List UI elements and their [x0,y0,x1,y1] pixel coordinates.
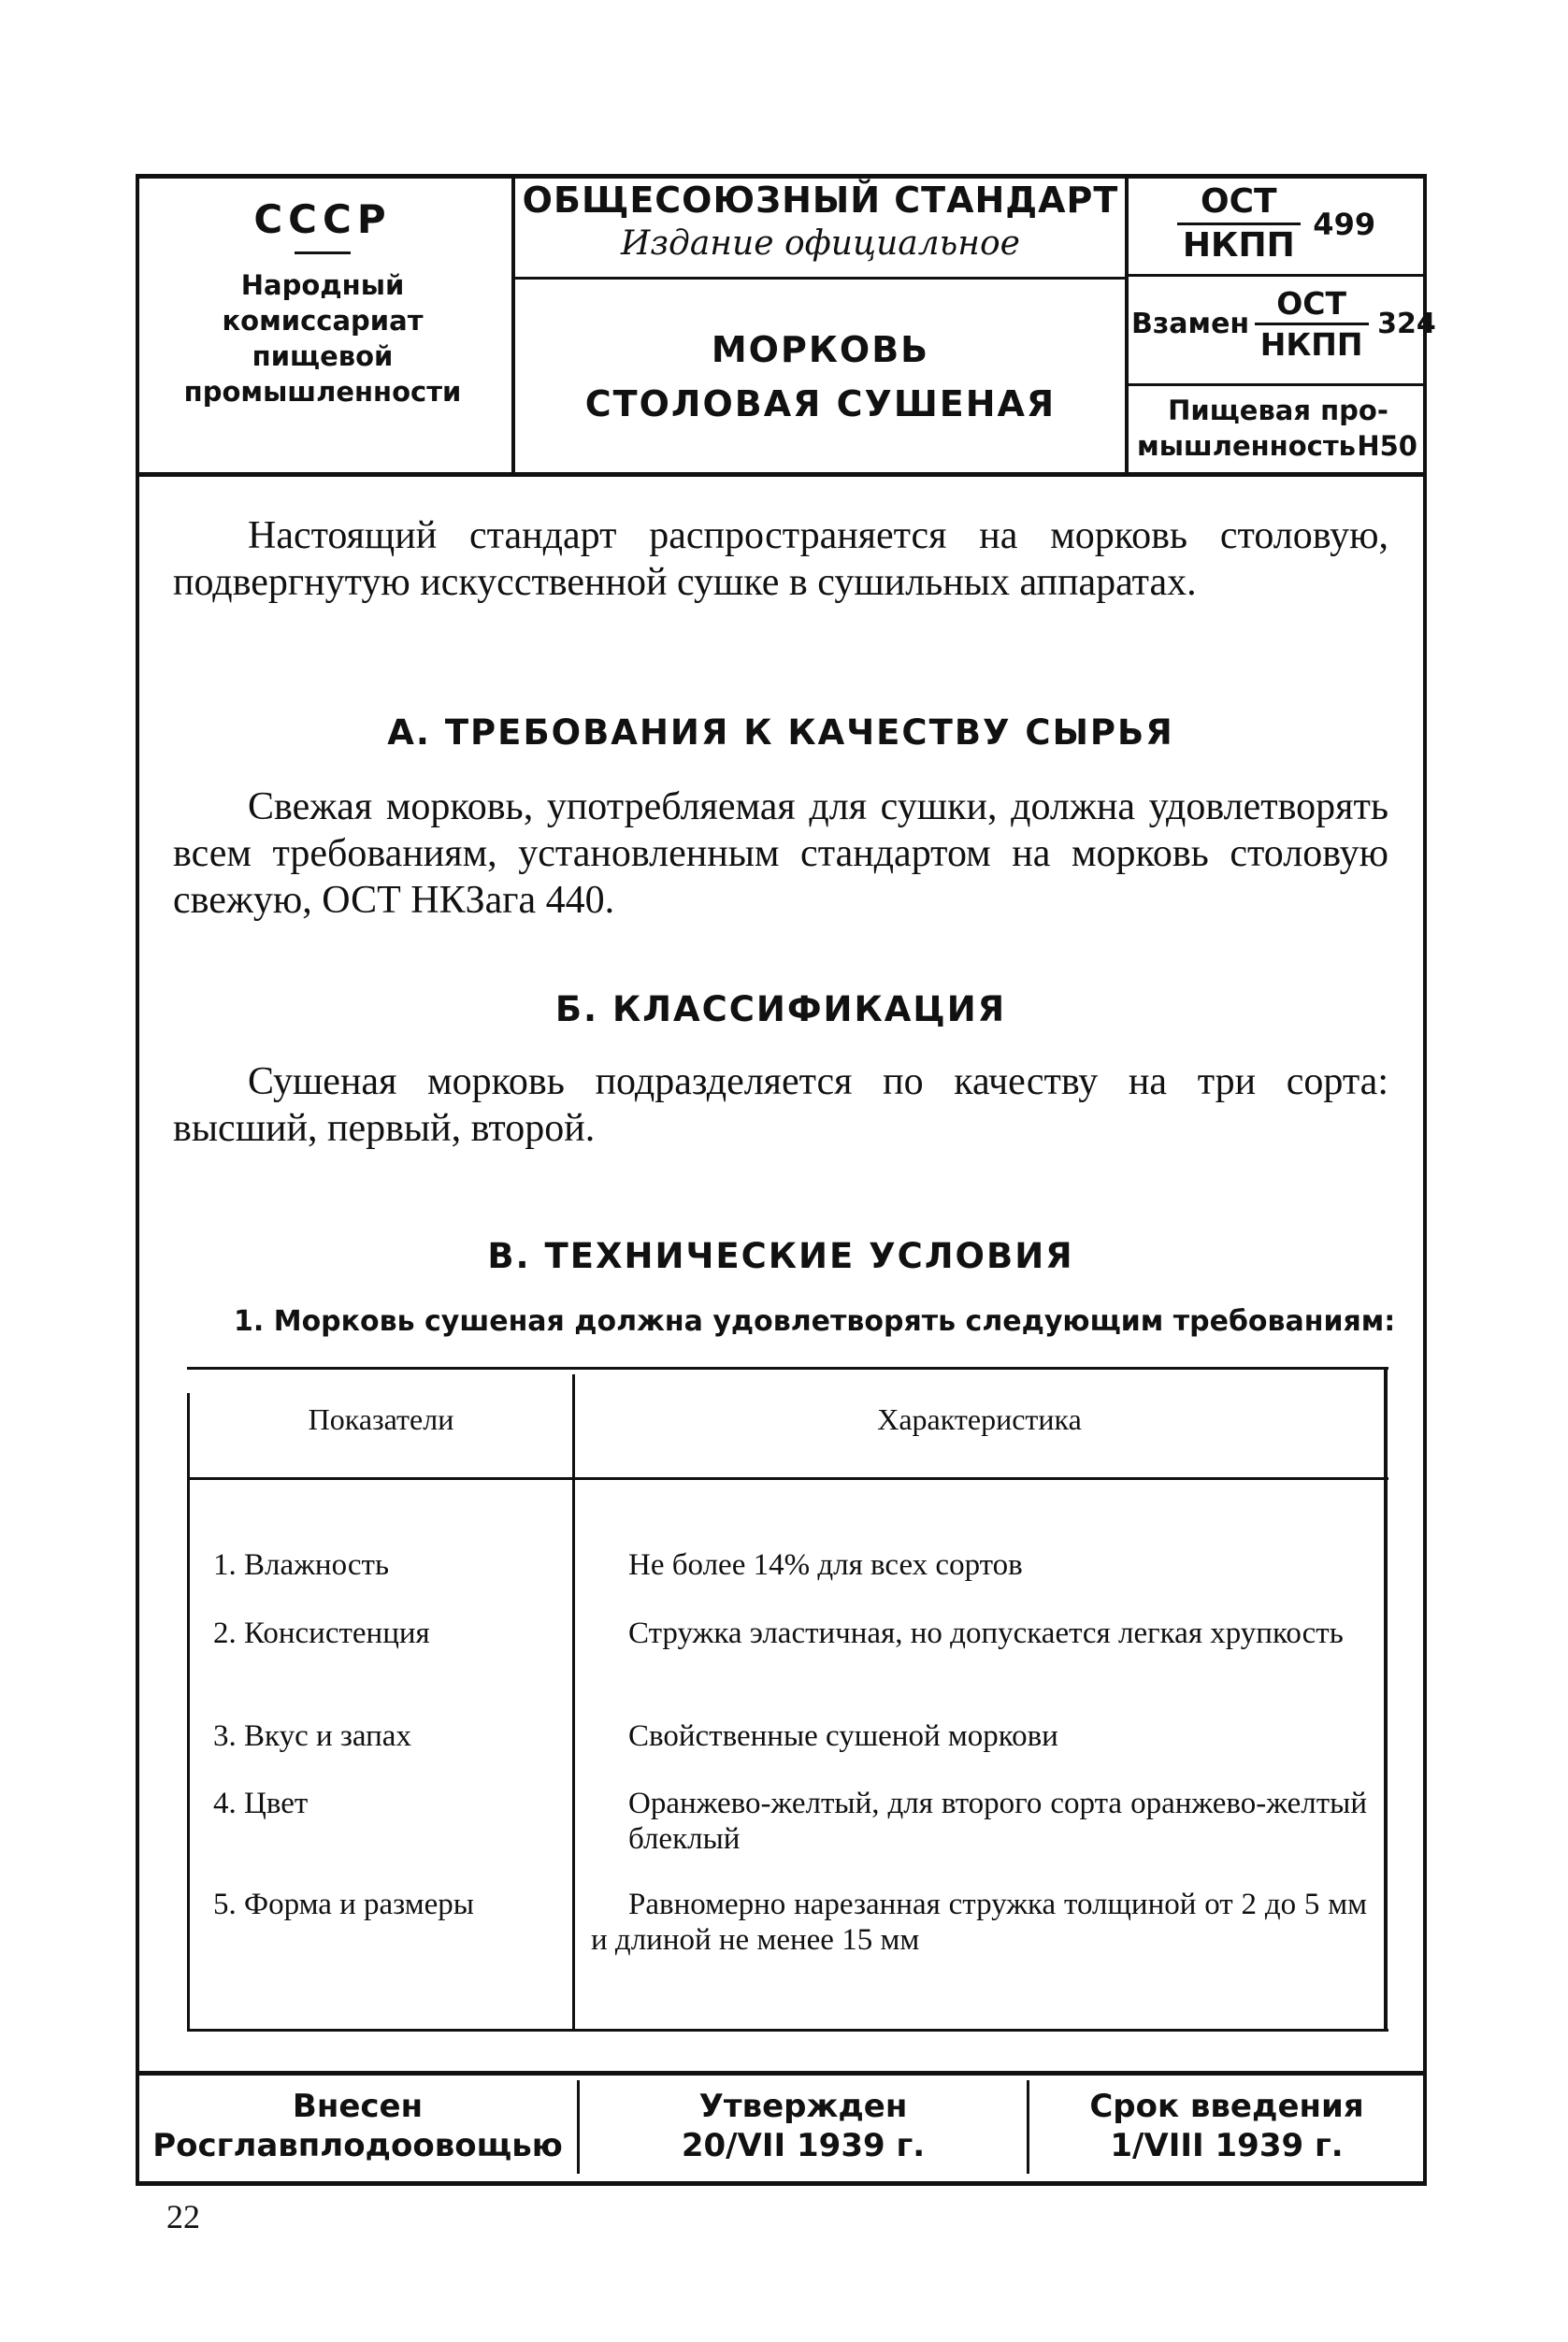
table-bottom-rule [187,2029,1388,2032]
category-line-1: Пищевая про- [1168,395,1388,426]
table-right-border [1384,1367,1388,2031]
table-row-1-param: 1. Влажность [213,1548,390,1582]
replaces-number: 324 [1377,308,1436,340]
footer-submitted-label: Внесен [292,2088,424,2125]
table-row-4-param: 4. Цвет [213,1787,309,1820]
ost-top: ОСТ [1201,182,1277,221]
section-a-text: Свежая морковь, употребляемая для сушки, должна удовлетворять всем требованиям, установленным стандартом на морковь столовую свежую, ОСТ НКЗага 440. [173,785,1388,922]
footer-effective-label: Срок введения [1089,2088,1364,2125]
issuer-block [140,196,505,409]
section-b-text: Сушеная морковь подразделяется по качеству на три сорта: высший, первый, второй. [173,1060,1388,1150]
footer-bottom-rule [136,2181,1427,2186]
table-row-3-param: 3. Вкус и запах [213,1719,411,1753]
table-header-value: Характеристика [877,1402,1082,1436]
category-code: Н50 [1357,430,1417,462]
footer-approved-value: 20/VII 1939 г. [681,2127,926,2164]
header-mid-rule [513,277,1127,280]
table-row-2-param: 2. Консистенция [213,1616,430,1650]
page-number: 22 [166,2198,200,2235]
product-title-block [519,323,1122,431]
country-label: СССР [253,196,392,242]
header-divider-left [511,176,515,475]
footer-divider-right [1027,2080,1029,2174]
commissariat-line-2: комиссариат [222,305,424,337]
table-header-rule [187,1477,1388,1480]
header-bottom-rule [136,472,1427,477]
footer-approved [582,2087,1025,2165]
header-right-rule-1 [1127,274,1424,277]
footer-submitted [140,2087,575,2165]
ost-fraction [1177,182,1301,265]
country-underline [295,251,351,254]
ost-number: 499 [1313,206,1376,242]
header-right-rule-2 [1127,383,1424,386]
table-column-divider [572,1374,575,2031]
replaces-bottom: НКПП [1255,323,1369,360]
table-row-1-value: Не более 14% для всех сортов [628,1548,1023,1582]
commissariat-line-3: пищевой [252,340,394,372]
footer-divider-left [577,2080,580,2174]
standard-name: ОБЩЕСОЮЗНЫЙ СТАНДАРТ [522,180,1119,221]
replaces-block [1131,285,1436,363]
footer-approved-label: Утвержден [698,2088,908,2125]
section-c-title: В. ТЕХНИЧЕСКИЕ УСЛОВИЯ [487,1236,1074,1276]
frame-left-border [136,176,139,2186]
header-divider-right [1125,176,1129,475]
table-top-rule [187,1367,1388,1370]
ost-number-block [1131,182,1421,265]
intro-paragraph: Настоящий стандарт распространяется на морковь столовую, подвергнутую искусственной сушке в сушильных аппаратах. [173,514,1388,604]
category-block [1133,393,1423,464]
table-header-param: Показатели [308,1402,454,1436]
footer-top-rule [136,2071,1427,2076]
table-left-border [187,1393,190,2031]
section-a-title: А. ТРЕБОВАНИЯ К КАЧЕСТВУ СЫРЬЯ [387,712,1174,753]
footer-effective [1031,2087,1422,2165]
table-row-5-param: 5. Форма и размеры [213,1888,474,1921]
edition-label: Издание официальное [621,224,1020,263]
replaces-fraction [1255,285,1369,363]
commissariat-line-4: промышленности [183,376,462,408]
ost-bottom: НКПП [1177,223,1301,263]
section-c-subtitle: 1. Морковь сушеная должна удовлетворять следующим требованиям: [234,1305,1396,1338]
footer-effective-value: 1/VIII 1939 г. [1110,2127,1344,2164]
table-row-4-value: Оранжево-желтый, для второго сорта оранжево-желтый блеклый [628,1787,1367,1856]
standard-title-block [519,180,1122,263]
product-line-1: МОРКОВЬ [711,329,930,370]
product-line-2: СТОЛОВАЯ СУШЕНАЯ [584,383,1057,424]
footer-submitted-value: Росглавплодоовощью [152,2127,563,2164]
replaces-top: ОСТ [1276,285,1347,322]
replaces-label: Взамен [1131,308,1250,340]
category-line-2-text: мышленность [1137,430,1356,462]
section-b-title: Б. КЛАССИФИКАЦИЯ [554,989,1007,1029]
table-row-3-value: Свойственные сушеной моркови [628,1719,1058,1753]
commissariat-line-1: Народный [240,269,405,301]
header-top-rule [136,174,1427,179]
category-line-2 [1133,428,1423,464]
table-row-5-value: Равномерно нарезанная стружка толщиной от 2 до 5 мм и длиной не менее 15 мм [591,1888,1367,1957]
frame-right-border [1423,176,1427,2186]
table-row-2-value: Стружка эластичная, но допускается легкая хрупкость [628,1616,1344,1650]
